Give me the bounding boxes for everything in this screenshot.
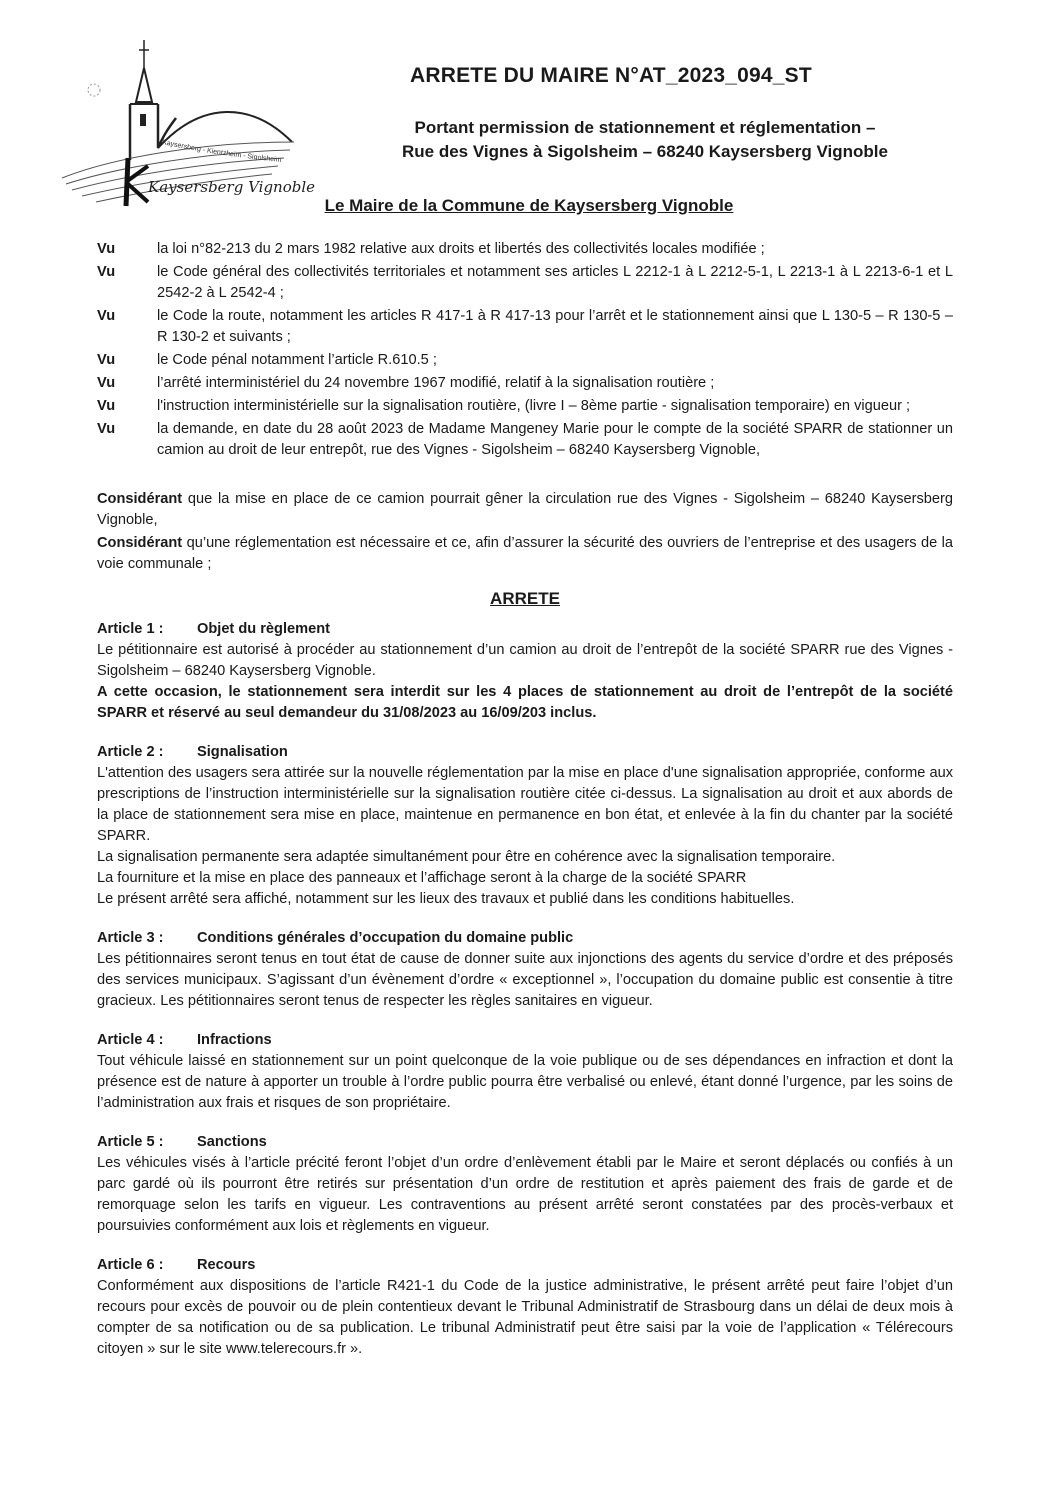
arrete-heading: ARRETE <box>490 589 560 608</box>
article-number: Article 1 : <box>97 621 164 637</box>
article-paragraph: Tout véhicule laissé en stationnement sur un point quelconque de la voie publique ou de ses dépendances en infraction et dont la présence est de nature à apporter un trouble à l’ordre public pourra être verbalisé ou enlevé, étant donné l’urgence, par les soins de l’administration aux frais et risques de son propriétaire. <box>97 1053 953 1111</box>
vu-item <box>97 396 953 417</box>
article-paragraph: Les véhicules visés à l’article précité feront l’objet d’un ordre d’enlèvement établi par le Maire et seront déplacés ou confiés à un parc gardé où ils pourront être retirés sur présentation d’un ordre de restitution et après paiement des frais de garde et de remorquage selon les tarifs en vigueur. Les contraventions au présent arrêté seront constatées par des procès-verbaux et poursuivies conformément aux lois et règlements en vigueur. <box>97 1155 953 1234</box>
article-3 <box>97 928 953 1012</box>
vu-label: Vu <box>97 308 116 324</box>
vu-label: Vu <box>97 398 116 414</box>
article-number: Article 2 : <box>97 744 164 760</box>
article-paragraph: Les pétitionnaires seront tenus en tout état de cause de donner suite aux injonctions des agents du service d’ordre et des préposés des services municipaux. S’agissant d’un évènement d’ordre « exceptionnel », l’occupation du domaine public est consentie à titre gracieux. Les pétitionnaires seront tenus de respecter les règles sanitaires en vigueur. <box>97 951 953 1009</box>
vu-list <box>97 239 953 461</box>
vu-label: Vu <box>97 241 116 257</box>
article-title: Infractions <box>197 1032 272 1048</box>
vu-item <box>97 419 953 461</box>
vu-text: le Code général des collectivités territoriales et notamment ses articles L 2212-1 à L 2212-5-1, L 2213-1 à L 2213-6-1 et L 2542-2 à L 2542-4 ; <box>157 264 953 301</box>
document-body <box>97 239 953 1378</box>
article-paragraph-bold: A cette occasion, le stationnement sera interdit sur les 4 places de stationnement au droit de l’entrepôt de la société SPARR et réservé au seul demandeur du 31/08/2023 au 16/09/203 inclus. <box>97 684 953 721</box>
vu-text: le Code la route, notamment les articles R 417-1 à R 417-13 pour l’arrêt et le stationnement ainsi que L 130-5 – R 130-5 – R 130-2 et suivants ; <box>157 308 953 345</box>
subtitle-line-2: Rue des Vignes à Sigolsheim – 68240 Kaysersberg Vignoble <box>402 142 888 161</box>
vu-label: Vu <box>97 264 116 280</box>
logo-brand-text: Kaysersberg Vignoble <box>148 178 316 196</box>
vu-item <box>97 306 953 348</box>
vu-text: l’arrêté interministériel du 24 novembre 1967 modifié, relatif à la signalisation routière ; <box>157 375 715 391</box>
vu-item <box>97 373 953 394</box>
page-subtitle <box>320 116 970 164</box>
article-paragraph: L'attention des usagers sera attirée sur la nouvelle réglementation par la mise en place d'une signalisation appropriée, conforme aux prescriptions de l’instruction interministérielle sur la signalisation routière citée ci-dessus. La signalisation au droit et aux abords de la place de stationnement sera mise en place, maintenue en permanence en bon état, et enlevée à la fin du chanter par la société SPARR. <box>97 765 953 844</box>
logo-arc-text: Kaysersberg - Kientzheim - Sigolsheim <box>161 139 282 164</box>
article-paragraph: La fourniture et la mise en place des panneaux et l’affichage seront à la charge de la société SPARR <box>97 870 747 886</box>
article-number: Article 4 : <box>97 1032 164 1048</box>
article-paragraph: Conformément aux dispositions de l’article R421-1 du Code de la justice administrative, le présent arrêté peut faire l’objet d’un recours pour excès de pouvoir ou de plein contentieux devant le Tribunal Administratif de Strasbourg dans un délai de deux mois à compter de sa notification ou de sa publication. Le tribunal Administratif peut être saisi par la voie de l’application « Télérecours citoyen » sur le site www.telerecours.fr ». <box>97 1278 953 1357</box>
article-number: Article 3 : <box>97 930 164 946</box>
considerant-list <box>97 489 953 575</box>
page-title: ARRETE DU MAIRE N°AT_2023_094_ST <box>410 64 812 87</box>
considerant-keyword: Considérant <box>97 491 183 507</box>
vu-text: la demande, en date du 28 août 2023 de Madame Mangeney Marie pour le compte de la société SPARR de stationner un camion au droit de leur entrepôt, rue des Vignes - Sigolsheim – 68240 Kaysersberg Vignoble, <box>157 421 953 458</box>
mayor-heading: Le Maire de la Commune de Kaysersberg Vignoble <box>324 196 734 215</box>
vu-text: le Code pénal notamment l’article R.610.5 ; <box>157 352 437 368</box>
vu-item <box>97 239 953 260</box>
considerant-item <box>97 489 953 531</box>
article-number: Article 6 : <box>97 1257 164 1273</box>
article-4 <box>97 1030 953 1114</box>
article-title: Objet du règlement <box>197 621 330 637</box>
article-5 <box>97 1132 953 1237</box>
considerant-text: qu’une réglementation est nécessaire et ce, afin d’assurer la sécurité des ouvriers de l’entreprise et des usagers de la voie communale ; <box>97 535 953 572</box>
vu-label: Vu <box>97 421 116 437</box>
vu-item <box>97 350 953 371</box>
article-title: Sanctions <box>197 1134 267 1150</box>
article-number: Article 5 : <box>97 1134 164 1150</box>
vu-text: la loi n°82-213 du 2 mars 1982 relative aux droits et libertés des collectivités locales modifiée ; <box>157 241 765 257</box>
article-1 <box>97 619 953 724</box>
article-title: Conditions générales d’occupation du domaine public <box>197 930 574 946</box>
vu-item <box>97 262 953 304</box>
article-paragraph: La signalisation permanente sera adaptée simultanément pour être en cohérence avec la signalisation temporaire. <box>97 849 836 865</box>
subtitle-line-1: Portant permission de stationnement et réglementation – <box>414 118 876 137</box>
considerant-text: que la mise en place de ce camion pourrait gêner la circulation rue des Vignes - Sigolsheim – 68240 Kaysersberg Vignoble, <box>97 491 953 528</box>
article-paragraph: Le pétitionnaire est autorisé à procéder au stationnement d’un camion au droit de l’entrepôt de la société SPARR rue des Vignes - Sigolsheim – 68240 Kaysersberg Vignoble. <box>97 642 953 679</box>
article-title: Signalisation <box>197 744 288 760</box>
article-6 <box>97 1255 953 1360</box>
considerant-item <box>97 533 953 575</box>
article-paragraph: Le présent arrêté sera affiché, notamment sur les lieux des travaux et publié dans les conditions habituelles. <box>97 891 795 907</box>
vu-label: Vu <box>97 375 116 391</box>
vu-text: l'instruction interministérielle sur la signalisation routière, (livre I – 8ème partie - signalisation temporaire) en vigueur ; <box>157 398 911 414</box>
considerant-keyword: Considérant <box>97 535 183 551</box>
article-title: Recours <box>197 1257 256 1273</box>
article-2 <box>97 742 953 910</box>
vu-label: Vu <box>97 352 116 368</box>
church-vineyard-logo <box>52 30 322 210</box>
